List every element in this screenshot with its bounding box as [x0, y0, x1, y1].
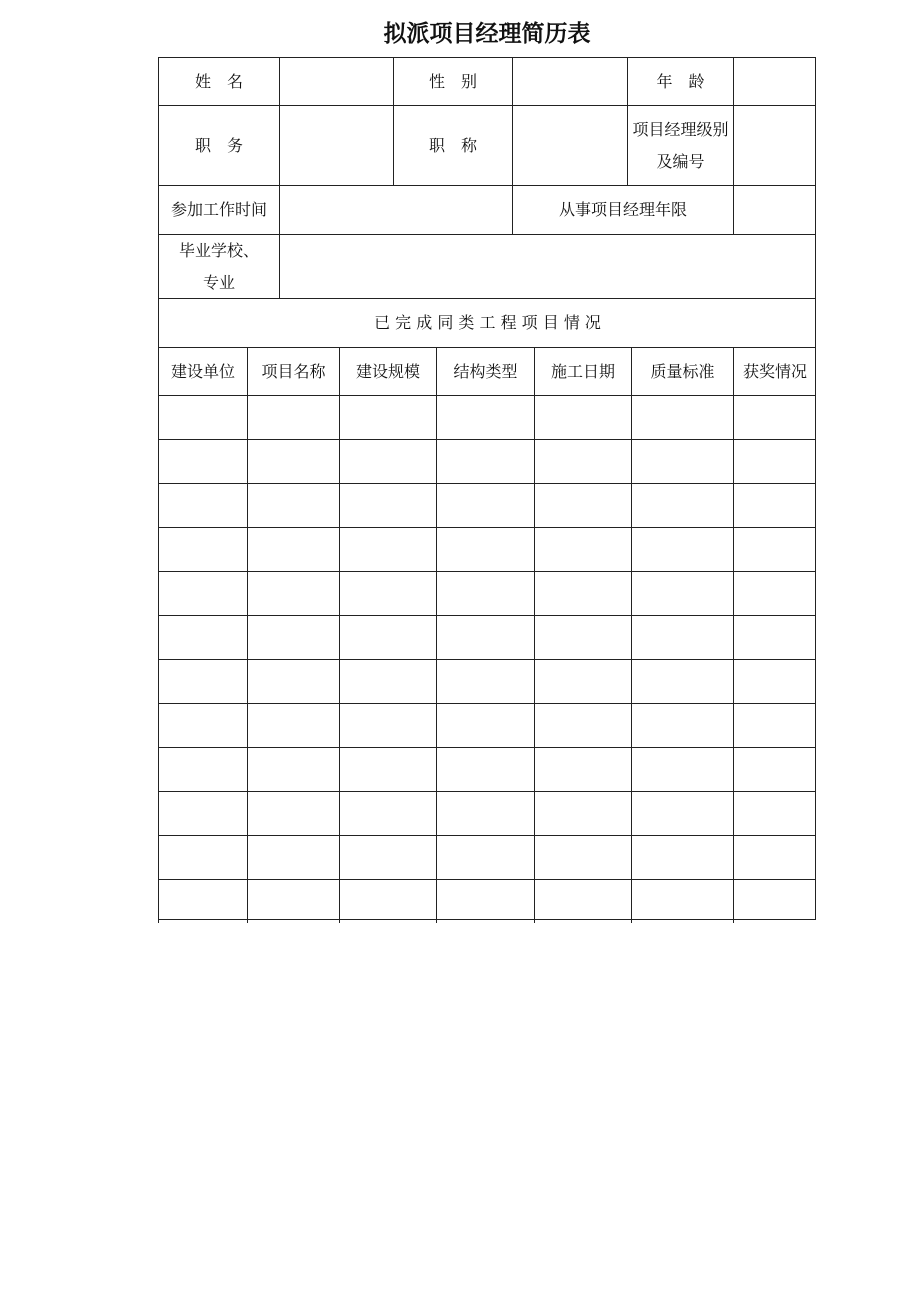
table-cell[interactable]	[631, 791, 733, 835]
table-cell[interactable]	[534, 439, 631, 483]
table-cell[interactable]	[534, 395, 631, 439]
table-cell[interactable]	[158, 879, 247, 923]
header-awards: 获奖情况	[733, 347, 816, 395]
work-start-field[interactable]	[279, 185, 512, 234]
table-cell[interactable]	[733, 615, 816, 659]
table-cell[interactable]	[247, 483, 339, 527]
table-cell[interactable]	[631, 747, 733, 791]
pm-years-label: 从事项目经理年限	[512, 185, 733, 234]
header-quality-standard: 质量标准	[631, 347, 733, 395]
table-cell[interactable]	[436, 791, 534, 835]
table-cell[interactable]	[436, 571, 534, 615]
table-cell[interactable]	[733, 835, 816, 879]
table-cell[interactable]	[436, 483, 534, 527]
table-cell[interactable]	[339, 659, 436, 703]
table-cell[interactable]	[158, 395, 247, 439]
document-title: 拟派项目经理简历表	[383, 21, 591, 47]
table-cell[interactable]	[158, 747, 247, 791]
table-cell[interactable]	[631, 659, 733, 703]
table-cell[interactable]	[436, 879, 534, 923]
gender-field[interactable]	[512, 57, 627, 105]
table-cell[interactable]	[247, 879, 339, 923]
table-cell[interactable]	[339, 527, 436, 571]
table-cell[interactable]	[247, 571, 339, 615]
table-cell[interactable]	[158, 439, 247, 483]
table-cell[interactable]	[733, 791, 816, 835]
table-cell[interactable]	[339, 571, 436, 615]
rank-field[interactable]	[512, 105, 627, 185]
table-cell[interactable]	[631, 571, 733, 615]
table-cell[interactable]	[158, 615, 247, 659]
table-cell[interactable]	[631, 879, 733, 923]
school-field[interactable]	[279, 234, 816, 298]
table-cell[interactable]	[158, 791, 247, 835]
position-label: 职 务	[158, 105, 279, 185]
age-label: 年 龄	[627, 57, 733, 105]
table-cell[interactable]	[247, 747, 339, 791]
table-cell[interactable]	[436, 747, 534, 791]
table-cell[interactable]	[247, 439, 339, 483]
table-cell[interactable]	[631, 439, 733, 483]
table-cell[interactable]	[534, 615, 631, 659]
table-cell[interactable]	[733, 483, 816, 527]
pm-level-field[interactable]	[733, 105, 816, 185]
name-field[interactable]	[279, 57, 393, 105]
table-cell[interactable]	[733, 747, 816, 791]
table-cell[interactable]	[158, 571, 247, 615]
table-cell[interactable]	[631, 527, 733, 571]
table-cell[interactable]	[436, 659, 534, 703]
table-cell[interactable]	[436, 527, 534, 571]
table-cell[interactable]	[436, 615, 534, 659]
table-cell[interactable]	[247, 791, 339, 835]
table-cell[interactable]	[339, 615, 436, 659]
table-cell[interactable]	[247, 527, 339, 571]
table-cell[interactable]	[534, 835, 631, 879]
table-cell[interactable]	[733, 395, 816, 439]
table-cell[interactable]	[534, 879, 631, 923]
table-cell[interactable]	[534, 703, 631, 747]
table-cell[interactable]	[534, 483, 631, 527]
table-cell[interactable]	[158, 703, 247, 747]
resume-table	[158, 57, 816, 920]
name-label: 姓 名	[158, 57, 279, 105]
header-construction-date: 施工日期	[534, 347, 631, 395]
table-cell[interactable]	[158, 483, 247, 527]
work-start-label: 参加工作时间	[158, 185, 279, 234]
pm-years-field[interactable]	[733, 185, 816, 234]
table-cell[interactable]	[247, 395, 339, 439]
age-field[interactable]	[733, 57, 816, 105]
table-cell[interactable]	[631, 483, 733, 527]
school-label: 毕业学校、 专业	[158, 234, 279, 298]
table-cell[interactable]	[733, 703, 816, 747]
header-structure-type: 结构类型	[436, 347, 534, 395]
table-cell[interactable]	[339, 747, 436, 791]
pm-level-label: 项目经理级别 及编号	[627, 105, 733, 185]
table-cell[interactable]	[436, 395, 534, 439]
table-cell[interactable]	[534, 571, 631, 615]
table-cell[interactable]	[733, 659, 816, 703]
table-cell[interactable]	[339, 483, 436, 527]
table-cell[interactable]	[247, 703, 339, 747]
gender-label: 性 别	[393, 57, 512, 105]
table-cell[interactable]	[534, 747, 631, 791]
table-cell[interactable]	[631, 395, 733, 439]
table-cell[interactable]	[339, 703, 436, 747]
header-build-scale: 建设规模	[339, 347, 436, 395]
rank-label: 职 称	[393, 105, 512, 185]
position-field[interactable]	[279, 105, 393, 185]
table-cell[interactable]	[339, 439, 436, 483]
table-cell[interactable]	[158, 835, 247, 879]
table-cell[interactable]	[247, 659, 339, 703]
table-cell[interactable]	[436, 439, 534, 483]
table-cell[interactable]	[534, 791, 631, 835]
table-cell[interactable]	[733, 527, 816, 571]
table-cell[interactable]	[339, 879, 436, 923]
table-cell[interactable]	[339, 791, 436, 835]
table-cell[interactable]	[631, 703, 733, 747]
table-cell[interactable]	[534, 527, 631, 571]
table-cell[interactable]	[247, 615, 339, 659]
projects-section-title: 已 完 成 同 类 工 程 项 目 情 况	[158, 298, 816, 347]
table-cell[interactable]	[339, 835, 436, 879]
table-cell[interactable]	[436, 835, 534, 879]
table-cell[interactable]	[631, 835, 733, 879]
table-cell[interactable]	[733, 571, 816, 615]
table-cell[interactable]	[247, 835, 339, 879]
table-cell[interactable]	[631, 615, 733, 659]
table-cell[interactable]	[733, 879, 816, 923]
header-project-name: 项目名称	[247, 347, 339, 395]
table-cell[interactable]	[534, 659, 631, 703]
table-cell[interactable]	[158, 527, 247, 571]
table-cell[interactable]	[733, 439, 816, 483]
header-build-unit: 建设单位	[158, 347, 247, 395]
table-cell[interactable]	[436, 703, 534, 747]
table-cell[interactable]	[158, 659, 247, 703]
table-cell[interactable]	[339, 395, 436, 439]
